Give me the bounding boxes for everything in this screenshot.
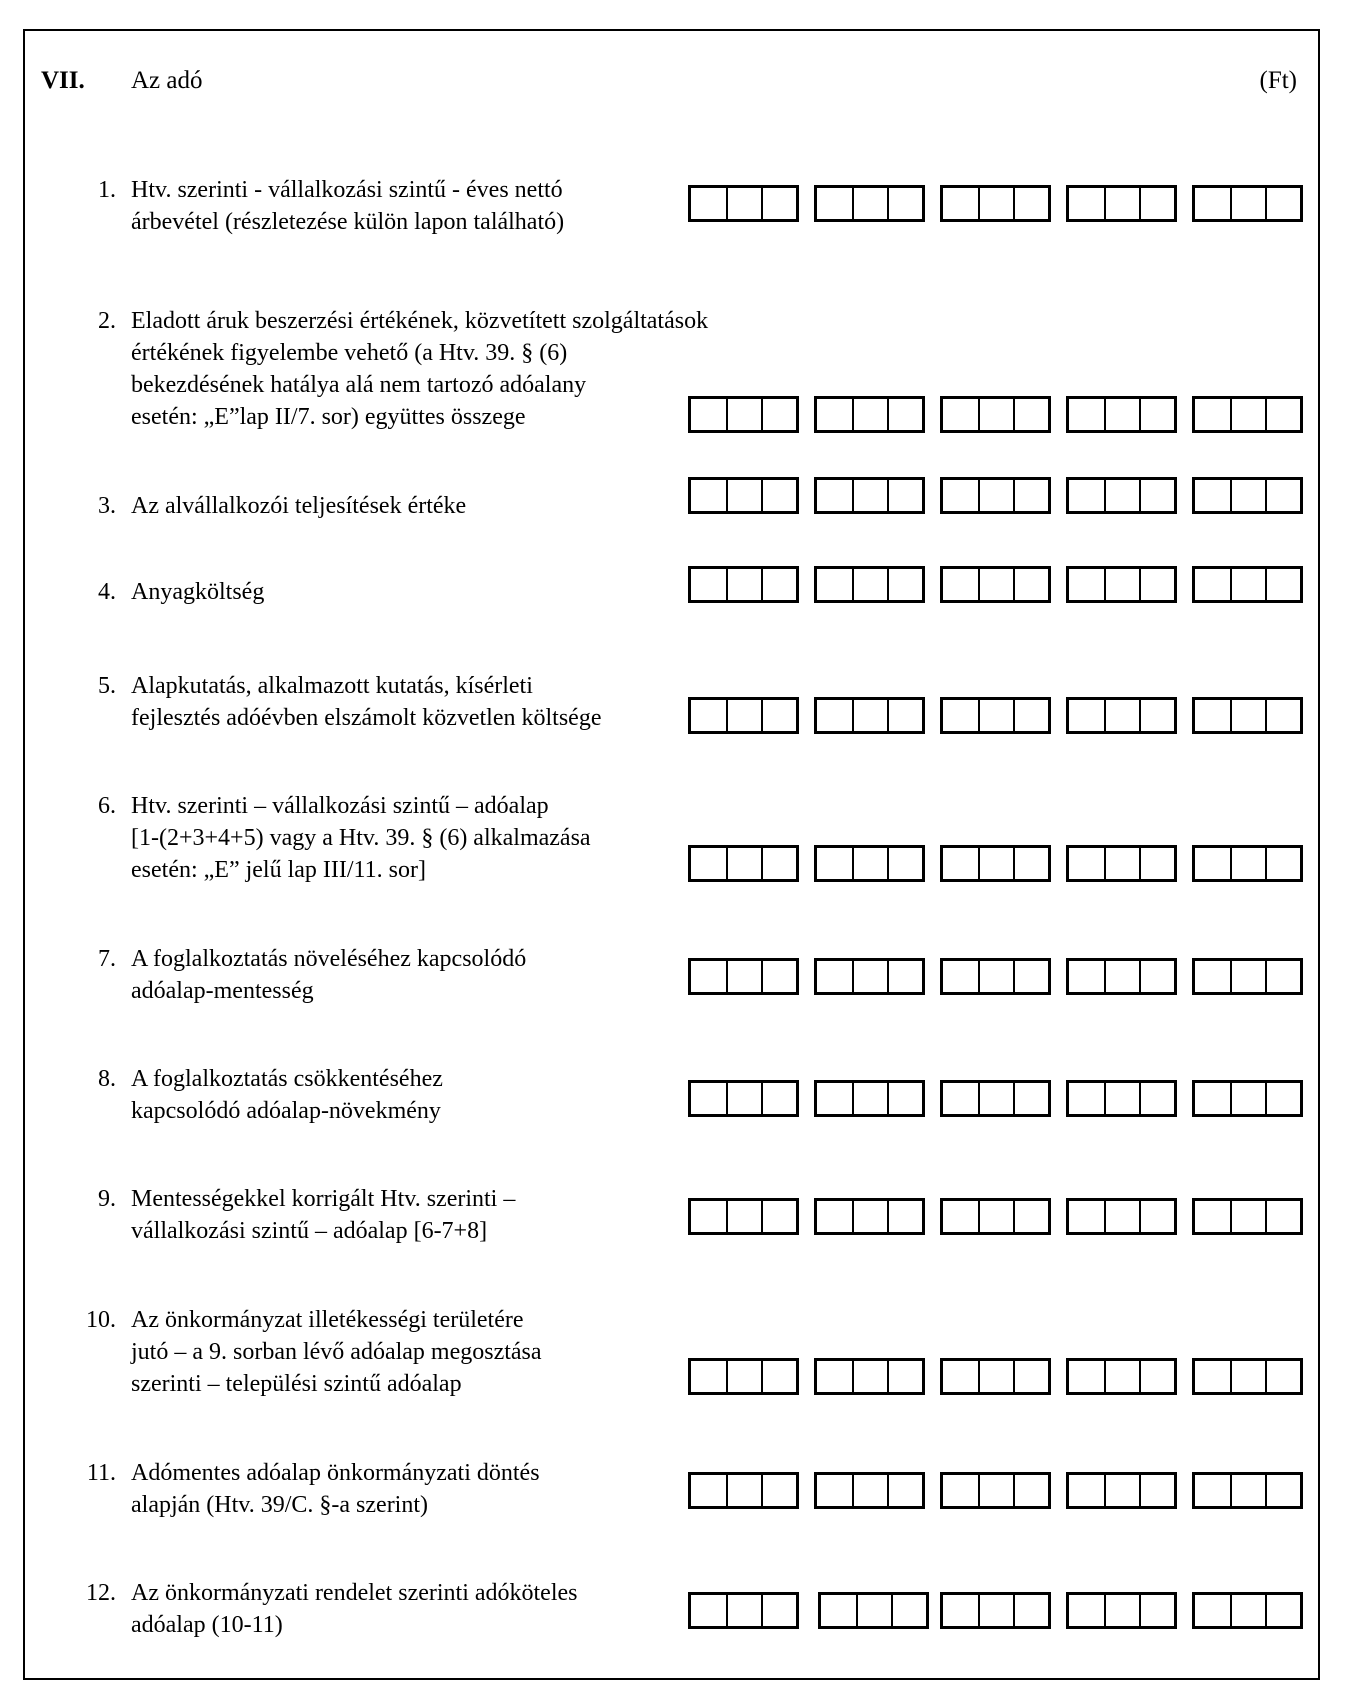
digit-group[interactable] — [940, 845, 1051, 882]
digit-group[interactable] — [688, 958, 799, 995]
row-label: Anyagköltség — [131, 579, 265, 605]
amount-input-row-8[interactable] — [688, 1080, 1306, 1117]
digit-group[interactable] — [814, 477, 925, 514]
amount-input-row-11[interactable] — [688, 1472, 1306, 1509]
digit-group[interactable] — [1066, 1198, 1177, 1235]
row-number: 9. — [98, 1186, 116, 1212]
digit-group[interactable] — [814, 1472, 925, 1509]
row-number: 7. — [98, 946, 116, 972]
digit-group[interactable] — [1066, 396, 1177, 433]
digit-group[interactable] — [1192, 566, 1303, 603]
digit-group[interactable] — [1192, 845, 1303, 882]
digit-group[interactable] — [940, 185, 1051, 222]
digit-group[interactable] — [814, 1198, 925, 1235]
digit-group[interactable] — [688, 1472, 799, 1509]
digit-group[interactable] — [814, 185, 925, 222]
row-label: A foglalkoztatás csökkentéséhez kapcsolódó adóalap-növekmény — [131, 1066, 443, 1124]
amount-input-row-6[interactable] — [688, 845, 1306, 882]
row-label: Az önkormányzat illetékességi területére jutó – a 9. sorban lévő adóalap megosztása szerinti – települési szintű adóalap — [131, 1307, 542, 1397]
row-label: Az önkormányzati rendelet szerinti adóköteles adóalap (10-11) — [131, 1580, 578, 1638]
row-number: 8. — [98, 1066, 116, 1092]
digit-group[interactable] — [1192, 477, 1303, 514]
row-number: 2. — [98, 308, 116, 334]
row-number: 4. — [98, 579, 116, 605]
row-label: Adómentes adóalap önkormányzati döntés alapján (Htv. 39/C. §-a szerint) — [131, 1460, 540, 1518]
digit-group[interactable] — [940, 477, 1051, 514]
row-label: Htv. szerinti – vállalkozási szintű – adóalap [1-(2+3+4+5) vagy a Htv. 39. § (6) alkalmazása esetén: „E” jelű lap III/11. sor] — [131, 793, 591, 883]
digit-group[interactable] — [688, 477, 799, 514]
digit-group[interactable] — [1066, 845, 1177, 882]
digit-group[interactable] — [1192, 1080, 1303, 1117]
digit-group[interactable] — [940, 958, 1051, 995]
digit-group[interactable] — [814, 566, 925, 603]
digit-group[interactable] — [1066, 1358, 1177, 1395]
digit-group[interactable] — [1066, 185, 1177, 222]
digit-group[interactable] — [688, 1592, 799, 1629]
digit-group[interactable] — [1192, 396, 1303, 433]
digit-group[interactable] — [1066, 1592, 1177, 1629]
amount-input-row-10[interactable] — [688, 1358, 1306, 1395]
digit-group[interactable] — [1192, 185, 1303, 222]
digit-group[interactable] — [688, 697, 799, 734]
amount-input-row-7[interactable] — [688, 958, 1306, 995]
currency-unit: (Ft) — [1259, 67, 1297, 94]
digit-group[interactable] — [688, 566, 799, 603]
digit-group[interactable] — [1066, 958, 1177, 995]
digit-group[interactable] — [814, 958, 925, 995]
amount-input-row-3[interactable] — [688, 477, 1306, 514]
digit-group[interactable] — [940, 697, 1051, 734]
digit-group[interactable] — [940, 1472, 1051, 1509]
digit-group[interactable] — [814, 845, 925, 882]
digit-group[interactable] — [1066, 1080, 1177, 1117]
row-label: Htv. szerinti - vállalkozási szintű - éves nettó árbevétel (részletezése külön lapon található) — [131, 177, 565, 235]
row-label: A foglalkoztatás növeléséhez kapcsolódó adóalap-mentesség — [131, 946, 527, 1004]
digit-group[interactable] — [940, 566, 1051, 603]
digit-group[interactable] — [688, 1358, 799, 1395]
digit-group[interactable] — [1192, 1472, 1303, 1509]
digit-group[interactable] — [1066, 1472, 1177, 1509]
digit-group[interactable] — [814, 1358, 925, 1395]
digit-group[interactable] — [1192, 958, 1303, 995]
digit-group[interactable] — [814, 697, 925, 734]
amount-input-row-2[interactable] — [688, 396, 1306, 433]
digit-group[interactable] — [1192, 1198, 1303, 1235]
digit-group[interactable] — [688, 185, 799, 222]
row-number: 3. — [98, 493, 116, 519]
digit-group[interactable] — [688, 1080, 799, 1117]
row-number: 6. — [98, 793, 116, 819]
amount-input-row-5[interactable] — [688, 697, 1306, 734]
digit-group[interactable] — [1192, 697, 1303, 734]
digit-group[interactable] — [1192, 1358, 1303, 1395]
row-number: 5. — [98, 673, 116, 699]
row-number: 11. — [86, 1460, 116, 1486]
digit-group[interactable] — [688, 1198, 799, 1235]
digit-group[interactable] — [1066, 477, 1177, 514]
digit-group[interactable] — [1066, 566, 1177, 603]
digit-group[interactable] — [940, 1080, 1051, 1117]
row-label: Az alvállalkozói teljesítések értéke — [131, 493, 467, 519]
digit-group[interactable] — [688, 396, 799, 433]
digit-group[interactable] — [814, 1080, 925, 1117]
digit-group[interactable] — [940, 396, 1051, 433]
digit-group[interactable] — [940, 1358, 1051, 1395]
section-title: Az adó — [131, 67, 203, 94]
digit-group[interactable] — [940, 1592, 1051, 1629]
row-number: 1. — [98, 177, 116, 203]
amount-input-row-4[interactable] — [688, 566, 1306, 603]
digit-group[interactable] — [814, 396, 925, 433]
digit-group[interactable] — [688, 845, 799, 882]
row-label: Alapkutatás, alkalmazott kutatás, kísérleti fejlesztés adóévben elszámolt közvetlen költsége — [131, 673, 602, 731]
digit-group[interactable] — [940, 1198, 1051, 1235]
row-number: 12. — [86, 1580, 116, 1606]
row-label: Mentességekkel korrigált Htv. szerinti – vállalkozási szintű – adóalap [6-7+8] — [131, 1186, 516, 1244]
digit-group[interactable] — [1192, 1592, 1303, 1629]
row-number: 10. — [86, 1307, 116, 1333]
row-label: Eladott áruk beszerzési értékének, közvetített szolgáltatások értékének figyelembe vehető (a Htv. 39. § (6) bekezdésének hatálya alá nem tartozó adóalany esetén: „E”lap II/7. sor) együttes összege — [131, 308, 709, 430]
section-number: VII. — [41, 67, 85, 94]
digit-group[interactable] — [818, 1592, 929, 1629]
digit-group[interactable] — [1066, 697, 1177, 734]
amount-input-row-9[interactable] — [688, 1198, 1306, 1235]
amount-input-row-1[interactable] — [688, 185, 1306, 222]
amount-input-row-12[interactable] — [688, 1592, 1306, 1629]
